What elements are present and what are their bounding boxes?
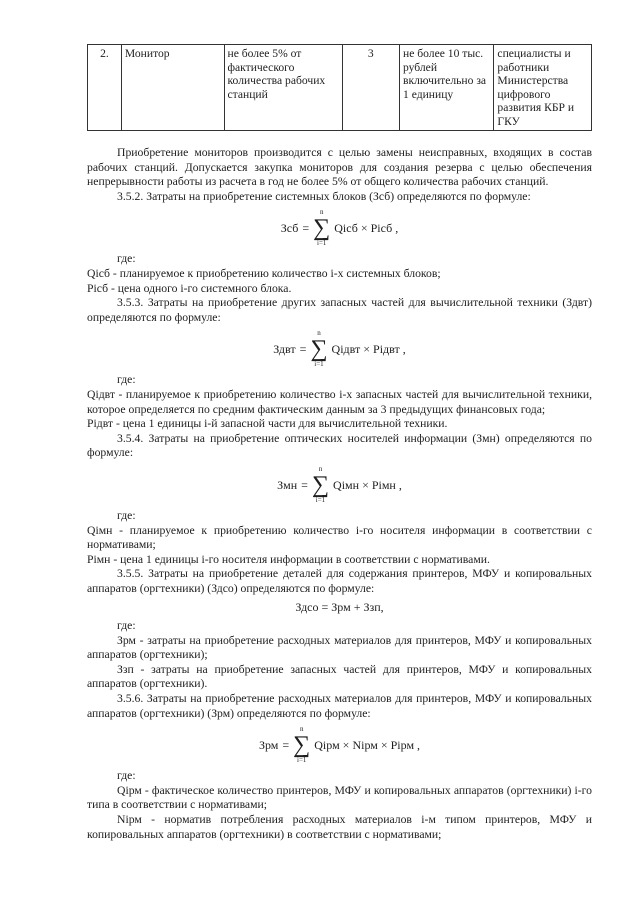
paragraph: Приобретение мониторов производится с целью замены неисправных, входящих в состав рабочих станций. Допускается закупка мониторов для создания резерва с целью обеспечения непрерывности работы из расчета в год не более 5% от общего количества рабочих станций. xyxy=(87,146,592,189)
sum-sign: n ∑ i=1 xyxy=(310,329,328,369)
formula-optical-media: Змн = n ∑ i=1 Qiмн × Piмн , xyxy=(277,464,402,504)
sum-sign: n ∑ i=1 xyxy=(311,464,330,504)
paragraph: 3.5.2. Затраты на приобретение системных блоков (Зсб) определяются по формуле: xyxy=(117,189,531,203)
item-limit: не более 5% от фактического количества рабочих станций xyxy=(224,45,342,131)
paragraph: 3.5.5. Затраты на приобретение деталей для содержания принтеров, МФУ и копировальных аппаратов (оргтехники) (Здсо) определяются по формуле: xyxy=(87,567,592,595)
row-number: 2. xyxy=(88,45,122,131)
paragraph: 3.5.4. Затраты на приобретение оптических носителей информации (Змн) определяются по формуле: xyxy=(87,431,592,460)
paragraph: Qiдвт - планируемое к приобретению количество i-х запасных частей для вычислительной техники, которое определяется по средним фактическим данным за 3 предыдущих финансовых года; xyxy=(87,387,592,416)
paragraph: 3.5.6. Затраты на приобретение расходных материалов для принтеров, МФУ и копировальных аппаратов (оргтехники) (Зрм) определяются по формуле: xyxy=(87,692,592,720)
paragraph: Qiмн - планируемое к приобретению количество i-го носителя информации в соответствии с нормативами; xyxy=(87,523,592,552)
equipment-table xyxy=(87,44,592,131)
paragraph: Piмн - цена 1 единицы i-го носителя информации в соответствии с нормативами. xyxy=(87,552,490,566)
item-quantity: 3 xyxy=(342,45,399,131)
formula-spare-parts: Здвт = n ∑ i=1 Qiдвт × Piдвт , xyxy=(273,329,406,369)
paragraph: Зрм - затраты на приобретение расходных материалов для принтеров, МФУ и копировальных аппаратов (оргтехники); xyxy=(87,633,592,662)
paragraph: Niрм - норматив потребления расходных материалов i-м типом принтеров, МФУ и копировальных аппаратов (оргтехники) в соответствии с нормативами; xyxy=(87,813,592,841)
table-row xyxy=(88,45,592,131)
sum-sign: n ∑ i=1 xyxy=(313,208,331,248)
paragraph: 3.5.3. Затраты на приобретение других запасных частей для вычислительной техники (Здвт) определяются по формуле: xyxy=(87,296,592,324)
item-name: Монитор xyxy=(121,45,224,131)
paragraph: Qiсб - планируемое к приобретению количество i-х системных блоков; xyxy=(87,266,441,280)
paragraph: Qiрм - фактическое количество принтеров, МФУ и копировальных аппаратов (оргтехники) i-го типа в соответствии с нормативами; xyxy=(87,783,592,812)
document-body: Приобретение мониторов производится с целью замены неисправных, входящих в состав рабочих станций. Допускается закупка мониторов для создания резерва с целью обеспечения непрерывности работы из расчета в год не более 5% от общего количества рабочих станций. 3.5.2. Затраты на приобретение системных блоков (Зсб) определяются по формуле: Зсб = n ∑ i=1 Qiсб × Piсб , где: Qiсб - планируемое к приобретению количество i-х системных блоков; Piсб - цена одного i-го системного блока. 3.5.3. Затраты на приобретение других запасных частей для вычислительной техники (Здвт) определяются по формуле: Здвт = n ∑ i=1 Qiдвт × Piдвт , где: Qiдвт - планируемое к приобретению количество i-х запасных частей для вычислительной техники, которое определяется по средним фактическим данным за 3 предыдущих финансовых года; Piдвт - цена 1 единицы i-й запасной части для вычислительной техники. 3.5.4. Затраты на приобретение оптических носителей информации (Змн) определяются по формуле: Змн = n ∑ i=1 Qiмн × Piмн , где: Qiмн - планируемое к приобретению количество i-го носителя информации в соответствии с нормативами; Piмн - цена 1 единицы i-го носителя информации в соответствии с нормативами. 3.5.5. Затраты на приобретение деталей для содержания принтеров, МФУ и копировальных аппаратов (оргтехники) (Здсо) определяются по формуле: Здсо = Зрм + Ззп, где: Зрм - затраты на приобретение расходных материалов для принтеров, МФУ и копировальных аппаратов (оргтехники); Ззп - затраты на приобретение запасных частей для принтеров, МФУ и копировальных аппаратов (оргтехники). 3.5.6. Затраты на приобретение расходных материалов для принтеров, МФУ и копировальных аппаратов (оргтехники) (Зрм) определяются по формуле: Зрм = n ∑ i=1 Qiрм × Niрм × Piрм , где: Qiрм - фактическое количество принтеров, МФУ и копировальных аппаратов (оргтехники) i-го типа в соответствии с нормативами; Niрм - норматив потребления расходных материалов i-м типом принтеров, МФУ и копировальных аппаратов (оргтехники) в соответствии с нормативами; xyxy=(87,146,592,841)
formula-consumables: Зрм = n ∑ i=1 Qiрм × Niрм × Piрм , xyxy=(258,725,421,765)
formula-system-units: Зсб = n ∑ i=1 Qiсб × Piсб , xyxy=(280,208,399,248)
paragraph: Piсб - цена одного i-го системного блока. xyxy=(87,281,292,295)
paragraph: Piдвт - цена 1 единицы i-й запасной части для вычислительной техники. xyxy=(87,417,448,431)
sum-sign: n ∑ i=1 xyxy=(293,725,311,765)
paragraph: Ззп - затраты на приобретение запасных частей для принтеров, МФУ и копировальных аппаратов (оргтехники). xyxy=(87,662,592,691)
item-price: не более 10 тыс. рублей включительно за 1 единицу xyxy=(400,45,494,131)
item-users: специалисты и работники Министерства цифрового развития КБР и ГКУ xyxy=(494,45,592,131)
formula-office-equipment: Здсо = Зрм + Ззп, xyxy=(295,600,384,615)
